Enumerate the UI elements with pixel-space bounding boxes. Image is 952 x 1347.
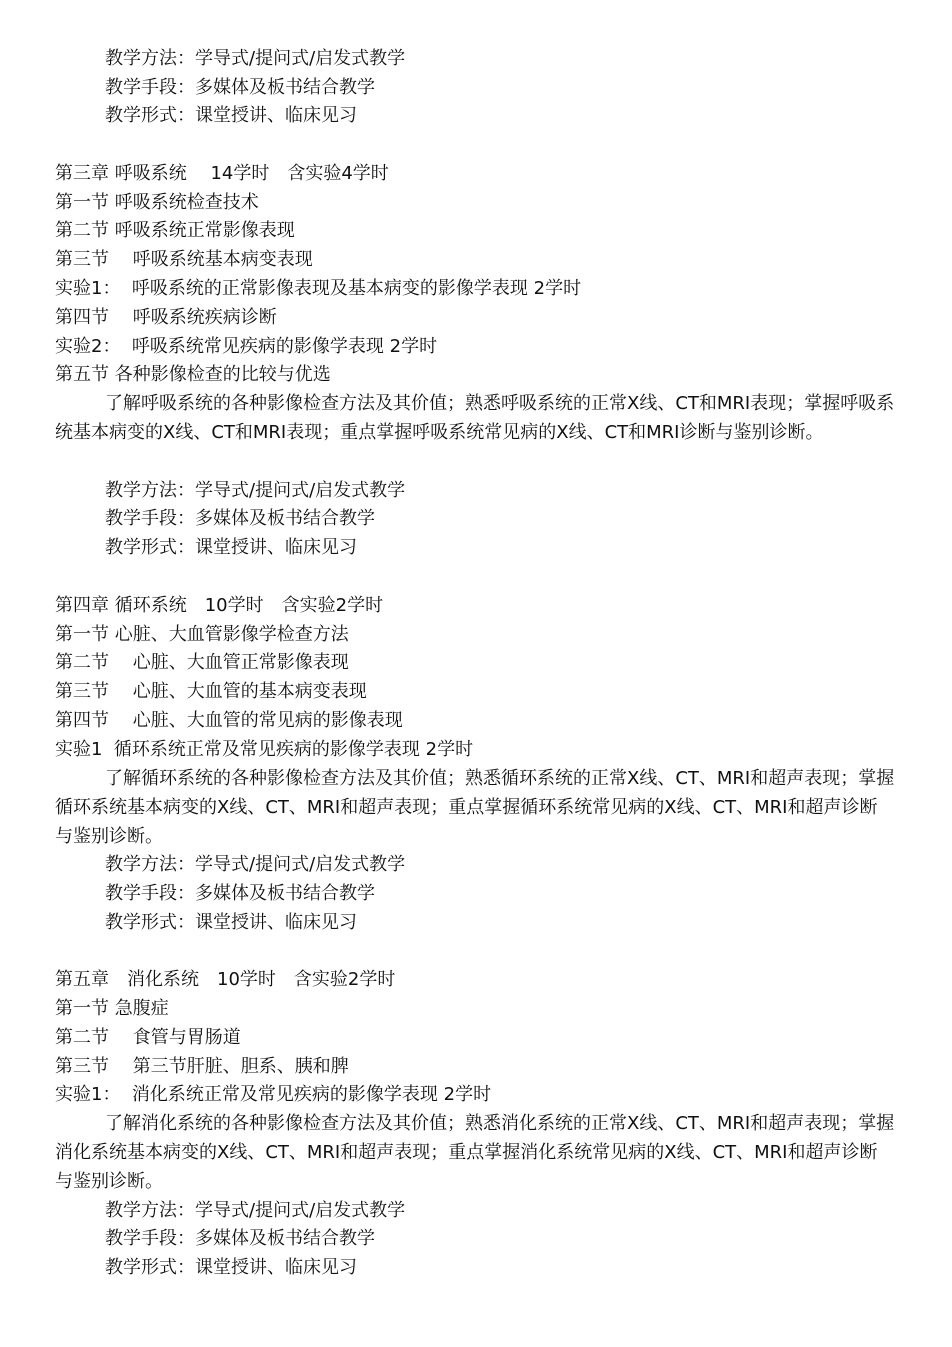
chapter-title: 第五章 消化系统 10学时 含实验2学时 bbox=[55, 969, 396, 990]
objective-paragraph: 了解消化系统的各种影像检查方法及其价值；熟悉消化系统的正常X线、CT、MRI和超声表现；掌握消化系统基本病变的X线、CT、MRI和超声表现；重点掌握消化系统常见病的X线、CT、MRI和超声诊断与鉴别诊断。 bbox=[55, 1113, 895, 1192]
section-line: 第一节 心脏、大血管影像学检查方法 bbox=[55, 624, 349, 645]
section-line: 第三节 呼吸系统基本病变表现 bbox=[55, 249, 313, 270]
teaching-means: 教学手段：多媒体及板书结合教学 bbox=[105, 508, 375, 529]
section-line: 第二节 食管与胃肠道 bbox=[55, 1027, 241, 1048]
chapter-title: 第四章 循环系统 10学时 含实验2学时 bbox=[55, 595, 384, 616]
section-line: 第四节 呼吸系统疾病诊断 bbox=[55, 307, 277, 328]
teaching-method: 教学方法：学导式/提问式/启发式教学 bbox=[105, 480, 406, 501]
section-line: 第四节 心脏、大血管的常见病的影像表现 bbox=[55, 710, 403, 731]
teaching-method: 教学方法：学导式/提问式/启发式教学 bbox=[105, 48, 406, 69]
teaching-form: 教学形式：课堂授讲、临床见习 bbox=[105, 1257, 357, 1278]
section-line: 第五节 各种影像检查的比较与优选 bbox=[55, 364, 331, 385]
experiment-line: 实验1： 呼吸系统的正常影像表现及基本病变的影像学表现 2学时 bbox=[55, 278, 582, 299]
section-line: 第一节 急腹症 bbox=[55, 998, 169, 1019]
teaching-means: 教学手段：多媒体及板书结合教学 bbox=[105, 77, 375, 98]
section-line: 第三节 心脏、大血管的基本病变表现 bbox=[55, 681, 367, 702]
section-line: 第三节 第三节肝脏、胆系、胰和脾 bbox=[55, 1056, 349, 1077]
teaching-form: 教学形式：课堂授讲、临床见习 bbox=[105, 105, 357, 126]
teaching-method: 教学方法：学导式/提问式/启发式教学 bbox=[105, 854, 406, 875]
objective-paragraph: 了解循环系统的各种影像检查方法及其价值；熟悉循环系统的正常X线、CT、MRI和超声表现；掌握循环系统基本病变的X线、CT、MRI和超声表现；重点掌握循环系统常见病的X线、CT、MRI和超声诊断与鉴别诊断。 bbox=[55, 768, 895, 847]
objective-paragraph: 了解呼吸系统的各种影像检查方法及其价值；熟悉呼吸系统的正常X线、CT和MRI表现；掌握呼吸系统基本病变的X线、CT和MRI表现；重点掌握呼吸系统常见病的X线、CT和MRI诊断与鉴别诊断。 bbox=[55, 393, 895, 443]
teaching-form: 教学形式：课堂授讲、临床见习 bbox=[105, 912, 357, 933]
experiment-line: 实验1： 消化系统正常及常见疾病的影像学表现 2学时 bbox=[55, 1084, 492, 1105]
chapter-title: 第三章 呼吸系统 14学时 含实验4学时 bbox=[55, 163, 389, 184]
teaching-means: 教学手段：多媒体及板书结合教学 bbox=[105, 883, 375, 904]
teaching-form: 教学形式：课堂授讲、临床见习 bbox=[105, 537, 357, 558]
teaching-method: 教学方法：学导式/提问式/启发式教学 bbox=[105, 1200, 406, 1221]
experiment-line: 实验2： 呼吸系统常见疾病的影像学表现 2学时 bbox=[55, 336, 438, 357]
experiment-line: 实验1 循环系统正常及常见疾病的影像学表现 2学时 bbox=[55, 739, 474, 760]
section-line: 第一节 呼吸系统检查技术 bbox=[55, 192, 259, 213]
section-line: 第二节 心脏、大血管正常影像表现 bbox=[55, 652, 349, 673]
section-line: 第二节 呼吸系统正常影像表现 bbox=[55, 220, 295, 241]
teaching-means: 教学手段：多媒体及板书结合教学 bbox=[105, 1228, 375, 1249]
